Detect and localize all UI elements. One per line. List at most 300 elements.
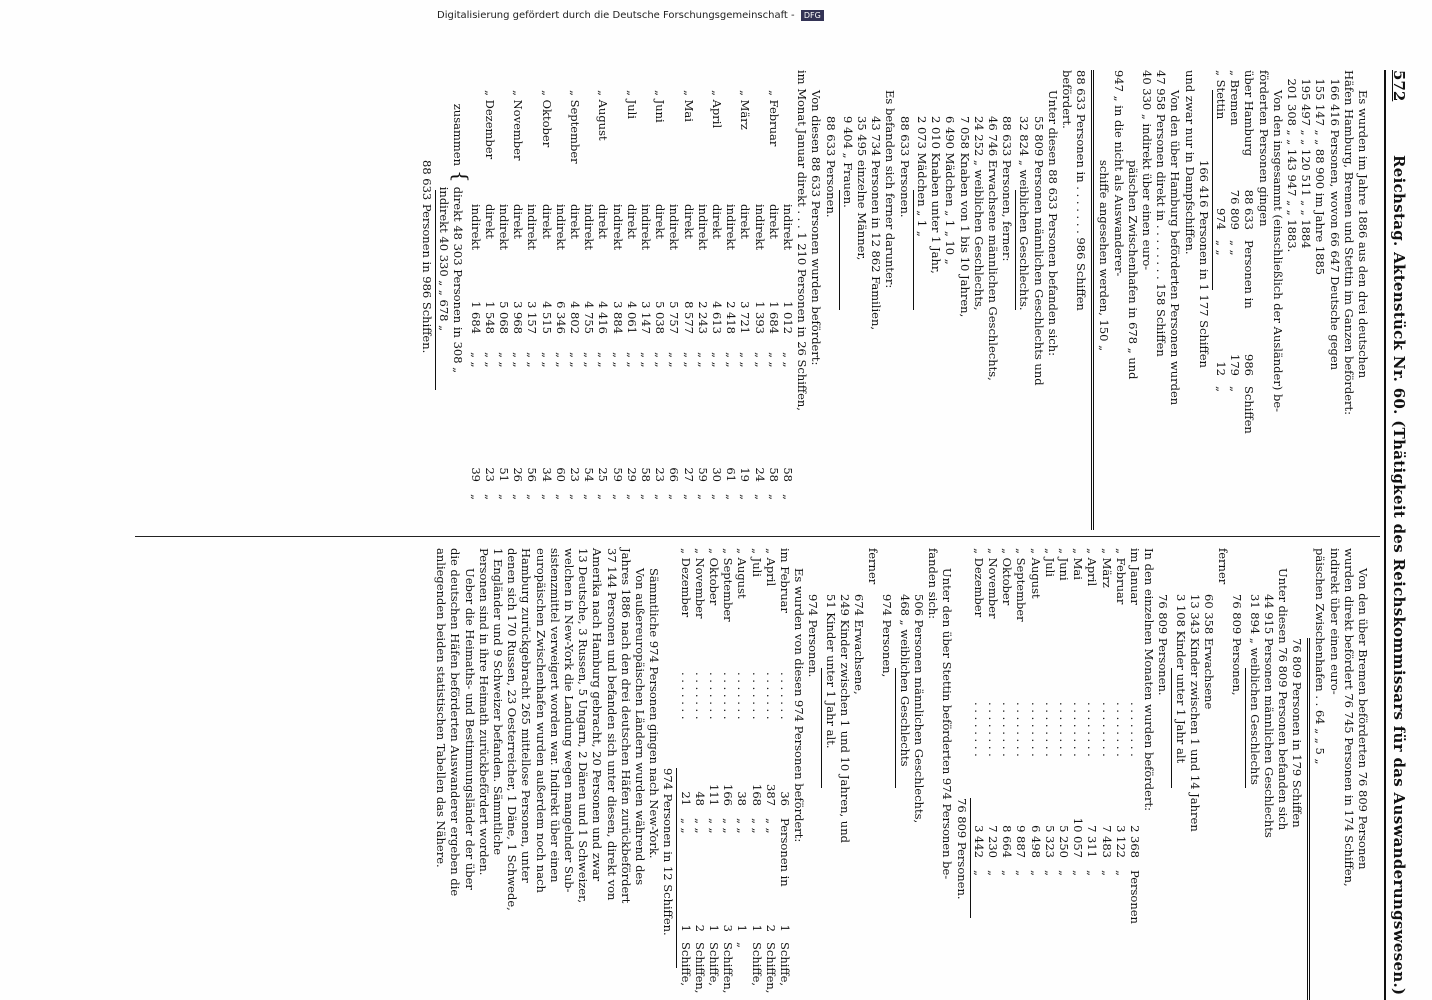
month-ships-unit: „	[735, 942, 750, 948]
hamburg-sums	[437, 70, 474, 377]
month-persons: 111	[707, 784, 722, 806]
monthly-row	[539, 70, 553, 504]
monthly-row	[696, 70, 710, 504]
month-persons: 1 684	[766, 301, 781, 334]
text-line: 88 633 Personen.	[897, 116, 912, 218]
sum-rule	[821, 668, 822, 788]
monthly-row	[667, 70, 681, 504]
port-persons: 88 633	[1242, 189, 1257, 230]
text-line: sistenzmittel verweigert worden war. Indirekt über einen	[547, 548, 562, 883]
quote-mark: „ „	[539, 352, 554, 368]
text-line: Es wurden im Jahre 1886 aus den drei deutschen	[1356, 90, 1370, 379]
quote-mark: „ „	[553, 352, 568, 368]
text-line: 947 „ in die nicht als Auswanderer-	[1111, 70, 1126, 277]
month-unit: „ „	[678, 818, 693, 834]
port-unit: „ „	[1213, 240, 1228, 256]
sum-rule	[1015, 190, 1016, 310]
text-line: 9 404 „ Frauen.	[840, 116, 855, 208]
quote-mark: „	[596, 494, 611, 500]
quote-mark: „	[468, 494, 483, 500]
bremen-monthly-table	[972, 548, 1142, 928]
quote-mark: „ „	[568, 352, 583, 368]
quote-mark: „ „	[596, 352, 611, 368]
transport-kind: direkt	[511, 204, 526, 239]
month-ships: 30	[710, 467, 725, 482]
month-persons: 5 323	[1042, 825, 1057, 858]
quote-mark: „	[582, 494, 597, 500]
port-ships: 12	[1213, 361, 1228, 376]
month-unit: Personen	[1127, 870, 1142, 924]
month-name: im Februar	[778, 548, 793, 614]
quote-mark: „ „	[695, 352, 710, 368]
month-persons: 3 721	[738, 301, 753, 334]
month-name	[667, 70, 681, 204]
sum-rule	[970, 798, 971, 918]
monthly-row	[653, 70, 667, 504]
year-row	[1299, 70, 1313, 530]
port-row	[1242, 70, 1256, 438]
month-persons: 5 757	[667, 301, 682, 334]
page-header	[1384, 70, 1412, 1000]
text-line: 88 633 Personen in . . . . . . . 986 Schiffen	[1074, 70, 1089, 311]
month-name: „ August	[735, 548, 750, 599]
month-persons: 7 230	[985, 825, 1000, 858]
month-ships: 23	[653, 467, 668, 482]
text-line: 43 734 Personen in 12 862 Familien,	[869, 116, 884, 331]
double-rule	[1091, 70, 1094, 530]
text-line: 76 809 Personen.	[954, 798, 969, 900]
text-line: 506 Personen männlichen Geschlechts,	[911, 594, 926, 824]
month-ships: 59	[695, 467, 710, 482]
text-line: 32 824 „ weiblichen Geschlechts.	[1017, 116, 1032, 311]
text-line: 974 Personen.	[806, 594, 821, 678]
sum-rule	[839, 190, 840, 310]
sum-rule	[435, 190, 436, 390]
month-ships: 56	[525, 467, 540, 482]
text-line: 37 144 Personen und befanden sich unter diesen, direkt von	[604, 548, 619, 901]
monthly-row	[568, 70, 582, 504]
month-persons: 3 442	[971, 825, 986, 858]
month-persons: 2 243	[695, 301, 710, 334]
month-ships: 1	[678, 924, 693, 932]
month-name	[752, 70, 766, 204]
leader-dots: . . . . . . . .	[1113, 702, 1128, 757]
month-ships: 27	[681, 467, 696, 482]
leader-dots: . . . . . . .	[763, 672, 778, 720]
leader-dots: . . . . . . . .	[1042, 702, 1057, 757]
leader-dots: . . . . . . .	[778, 672, 793, 720]
month-name: „ Februar	[1113, 548, 1128, 605]
month-unit: „	[1042, 870, 1057, 876]
month-name: „ Juni	[653, 90, 668, 123]
port-unit: Personen in	[1242, 240, 1257, 309]
text-line: Sämmtliche 974 Personen gingen nach New-York.	[647, 568, 662, 859]
text-line: 76 809 Personen in 179 Schiffen	[1290, 638, 1305, 828]
text-line: Amerika nach Hamburg gebracht, 20 Personen und zwar	[590, 548, 605, 882]
monthly-row	[1043, 548, 1057, 928]
monthly-row	[1114, 548, 1128, 928]
monthly-row	[707, 548, 721, 997]
sum-rule	[896, 668, 897, 788]
monthly-row	[735, 548, 749, 997]
text-line: Von außereuropäischen Ländern wurden während des	[633, 568, 648, 886]
text-line: Von diesen 88 633 Personen wurden befördert:	[809, 90, 824, 366]
month-persons: 21	[678, 791, 693, 806]
monthly-row	[681, 70, 695, 504]
quote-mark: „	[781, 494, 796, 500]
leader-dots: . . . . . . .	[749, 672, 764, 720]
text-line: Unter diesen 76 809 Personen befanden sich	[1275, 568, 1290, 831]
port-name: über Hamburg	[1242, 70, 1257, 157]
text-line: 88 633 Personen, ferner:	[1000, 116, 1015, 262]
month-name	[610, 70, 624, 204]
month-unit: „	[985, 870, 1000, 876]
month-unit: „ „	[721, 818, 736, 834]
month-ships: 25	[596, 467, 611, 482]
month-name	[468, 70, 482, 204]
quote-mark: „ „	[710, 352, 725, 368]
month-ships-unit: Schiffen,	[763, 942, 778, 994]
text-line: päischen Zwischenhafen in 678 „ und	[1125, 160, 1140, 380]
port-persons: 76 809	[1228, 189, 1243, 230]
monthly-row	[781, 70, 795, 504]
text-line: Es befanden sich ferner darunter:	[883, 90, 898, 289]
text-line: ferner	[1216, 548, 1231, 585]
quote-mark: „ „	[752, 352, 767, 368]
monthly-row	[749, 548, 763, 997]
leader-dots: . . . . . . . .	[1014, 702, 1029, 757]
hamburg-monthly-table	[468, 70, 795, 504]
month-ships: 29	[624, 467, 639, 482]
quote-mark: „	[511, 494, 526, 500]
yearly-totals-list	[1285, 70, 1342, 530]
sum-rule	[1212, 90, 1213, 290]
month-persons: 387	[763, 784, 778, 806]
month-ships: 60	[553, 467, 568, 482]
monthly-row	[710, 70, 724, 504]
sum-label: zusammen	[451, 103, 466, 166]
text-line: welchen in New-York die Landung wegen mangelnder Sub-	[562, 548, 577, 893]
transport-kind: indirekt	[695, 204, 710, 251]
month-persons: 4 515	[539, 301, 554, 334]
monthly-row	[1099, 548, 1113, 928]
quote-mark: „	[553, 494, 568, 500]
text-line: denen sich 170 Russen, 23 Oesterreicher, 1 Däne, 1 Schwede,	[505, 548, 520, 911]
month-ships-unit: Schiffen,	[692, 942, 707, 994]
month-persons: 4 061	[624, 301, 639, 334]
transport-kind: direkt	[539, 204, 554, 239]
month-name: „ Juli	[1042, 548, 1057, 577]
page-title: Reichstag. Aktenstück Nr. 60. (Thätigkeit des Reichskommissars für das Auswanderungswesen.)	[1390, 155, 1408, 996]
month-persons: 4 416	[596, 301, 611, 334]
quote-mark: „ „	[610, 352, 625, 368]
quote-mark: „ „	[653, 352, 668, 368]
text-line: 2 073 Mädchen „ 1 „	[914, 116, 929, 237]
month-persons: 5 038	[653, 301, 668, 334]
monthly-row	[724, 70, 738, 504]
monthly-row	[610, 70, 624, 504]
year-text: „ „ 120 511 „ „ 1884	[1299, 129, 1314, 249]
month-persons: 10 057	[1071, 817, 1086, 858]
month-unit: „	[1000, 870, 1015, 876]
leader-dots: . . . . . . . .	[1099, 702, 1114, 757]
text-line: In den einzelnen Monaten wurden befördert:	[1142, 548, 1157, 811]
month-ships: 58	[766, 467, 781, 482]
text-line: 46 746 Erwachsene männlichen Geschlechts,	[985, 116, 1000, 381]
month-ships-unit: Schiffe,	[707, 942, 722, 987]
month-persons: 166	[721, 784, 736, 806]
text-line: 249 Kinder zwischen 1 und 10 Jahren, und	[837, 594, 852, 843]
grand-total: 88 633 Personen in 986 Schiffen.	[420, 160, 434, 354]
port-ships: 986	[1242, 354, 1257, 376]
month-name: „ Juli	[749, 548, 764, 577]
month-name	[497, 70, 511, 204]
quote-mark: „	[710, 494, 725, 500]
month-name: „ Dezember	[482, 90, 497, 160]
transport-kind: indirekt	[667, 204, 682, 251]
text-line: 60 358 Erwachsene	[1201, 594, 1216, 710]
left-column	[420, 70, 1370, 530]
text-line: 35 495 einzelne Männer,	[855, 116, 870, 261]
leader-dots: . . . . . . .	[692, 672, 707, 720]
monthly-row	[1128, 548, 1142, 928]
port-ships: 179	[1228, 354, 1243, 376]
month-name: „ April	[1085, 548, 1100, 587]
month-unit: „	[1113, 870, 1128, 876]
quote-mark: „ „	[766, 352, 781, 368]
port-row	[1214, 70, 1228, 438]
port-ships-unit: „	[1213, 386, 1228, 392]
stettin-monthly-table	[678, 548, 792, 997]
month-name: „ September	[721, 548, 736, 622]
text-line: europäischen Zwischenhafen wurden außerdem noch nach	[533, 548, 548, 893]
quote-mark: „	[681, 494, 696, 500]
port-ships-unit: „	[1228, 386, 1243, 392]
year-text: „ „ 143 947 „ „ 1883.	[1284, 129, 1299, 253]
leader-dots: . . . . . . . .	[1056, 702, 1071, 757]
year-row	[1285, 70, 1299, 530]
monthly-row	[693, 548, 707, 997]
text-line: Jahres 1886 nach den drei deutschen Häfen zurückbefördert	[618, 548, 633, 904]
month-unit: „ „	[707, 818, 722, 834]
month-name: „ November	[692, 548, 707, 619]
quote-mark: „ „	[639, 352, 654, 368]
sum-row	[437, 70, 474, 377]
month-name: „ März	[1099, 548, 1114, 588]
sum-rule	[676, 768, 677, 968]
leader-dots: . . . . . . . .	[1071, 702, 1086, 757]
text-line: anliegenden beiden statistischen Tabellen das Nähere.	[434, 548, 449, 868]
monthly-row	[1000, 548, 1014, 928]
month-name: „ Oktober	[707, 548, 722, 606]
text-line: 76 809 Personen.	[1156, 594, 1171, 696]
month-persons: 36	[778, 791, 793, 806]
month-ships: 66	[667, 467, 682, 482]
text-line: Von den insgesammt (einschließlich der Ausländer) be-	[1270, 90, 1285, 413]
leader-dots: . . . . . . .	[678, 672, 693, 720]
month-name: „ Oktober	[1000, 548, 1015, 606]
month-persons: 3 884	[610, 301, 625, 334]
month-persons: 4 755	[582, 301, 597, 334]
transport-kind: indirekt	[610, 204, 625, 251]
digitization-text: Digitalisierung gefördert durch die Deutsche Forschungsgemeinschaft -	[437, 10, 795, 21]
year-persons: 201 308	[1284, 78, 1299, 126]
month-ships: 19	[738, 467, 753, 482]
year-persons: 166 416	[1327, 78, 1342, 126]
month-unit: „	[971, 870, 986, 876]
leader-dots: . . . . . . .	[707, 672, 722, 720]
text-line: befördert.	[1059, 70, 1074, 129]
leader-dots: . . . . . . .	[721, 672, 736, 720]
monthly-row	[1028, 548, 1042, 928]
month-persons: 8 664	[1000, 825, 1015, 858]
monthly-row	[1057, 548, 1071, 928]
document-page	[22, 0, 1432, 1000]
quote-mark: „	[724, 494, 739, 500]
ports-total: 166 416 Personen in 1 177 Schiffen	[1196, 160, 1211, 368]
text-line: 1 Engländer und 9 Schweizer befanden. Sämmtliche	[491, 548, 506, 856]
text-line: Ueber die Heimaths- und Bestimmungsländer der über	[462, 568, 477, 890]
month-unit: „	[1085, 870, 1100, 876]
transport-kind: direkt	[653, 204, 668, 239]
quote-mark: „	[752, 494, 767, 500]
month-name	[724, 70, 738, 204]
month-ships: 24	[752, 467, 767, 482]
quote-mark: „	[624, 494, 639, 500]
monthly-row	[497, 70, 511, 504]
month-unit: „ „	[763, 818, 778, 834]
month-unit: „	[1056, 870, 1071, 876]
transport-kind: direkt	[681, 204, 696, 239]
text-line: 88 633 Personen.	[823, 116, 838, 218]
closing-paragraph	[434, 548, 661, 1000]
text-line: Personen sind in ihre Heimath zurückbefördert worden.	[476, 548, 491, 876]
monthly-row	[1014, 548, 1028, 928]
text-line: 55 809 Personen männlichen Geschlechts und	[1031, 116, 1046, 386]
month-persons: 2 418	[724, 301, 739, 334]
quote-mark: „	[539, 494, 554, 500]
ports-table	[1214, 70, 1257, 438]
sum-rule	[913, 190, 914, 310]
month-persons: 7 311	[1085, 825, 1100, 858]
transport-kind: indirekt	[752, 204, 767, 251]
month-ships: 2	[692, 924, 707, 932]
quote-mark: „ „	[582, 352, 597, 368]
quote-mark: „ „	[511, 352, 526, 368]
month-ships-unit: Schiffe,	[778, 942, 793, 987]
text-line: Von den über Hamburg beförderten Personen wurden	[1168, 90, 1183, 406]
monthly-row	[778, 548, 792, 997]
month-name: „ August	[1028, 548, 1043, 599]
transport-kind: indirekt	[781, 204, 796, 251]
month-ships: 39	[468, 467, 483, 482]
month-persons: 3 147	[639, 301, 654, 334]
digitization-notice	[437, 10, 1432, 21]
month-unit: „ „	[692, 818, 707, 834]
month-ships: 3	[721, 924, 736, 932]
text-line: 13 343 Kinder zwischen 1 und 14 Jahren	[1187, 594, 1202, 832]
month-name: „ September	[568, 90, 583, 164]
month-persons: 4 613	[710, 301, 725, 334]
text-line: 974 Personen in 12 Schiffen.	[661, 768, 676, 936]
quote-mark: „ „	[667, 352, 682, 368]
monthly-row	[738, 70, 752, 504]
monthly-row	[554, 70, 568, 504]
transport-kind: direkt	[596, 204, 611, 239]
month-name	[696, 70, 710, 204]
month-name: „ Oktober	[539, 90, 554, 148]
monthly-row	[721, 548, 735, 997]
transport-kind: indirekt	[525, 204, 540, 251]
text-line: Unter diesen 88 633 Personen befanden sich:	[1045, 90, 1060, 357]
month-persons: 1 684	[468, 301, 483, 334]
quote-mark: „ „	[525, 352, 540, 368]
month-name: „ April	[710, 90, 725, 129]
transport-kind: direkt	[710, 204, 725, 239]
month-name	[781, 70, 795, 204]
month-ships: 26	[511, 467, 526, 482]
text-line: und zwar nur in Dampfschiffen.	[1182, 70, 1197, 255]
text-line: 40 330 „ indirekt über einen euro-	[1139, 70, 1154, 271]
month-ships: 23	[482, 467, 497, 482]
monthly-row	[525, 70, 539, 504]
sum-rule	[1245, 668, 1246, 788]
transport-kind: direkt	[738, 204, 753, 239]
month-name: „ Dezember	[678, 548, 693, 618]
leader-dots: . . . . . . .	[735, 672, 750, 720]
monthly-row	[752, 70, 766, 504]
text-line: ferner	[866, 548, 881, 585]
port-unit: „ „	[1228, 240, 1243, 256]
monthly-row	[678, 548, 692, 997]
text-line: 468 „ weiblichen Geschlechts	[897, 594, 912, 767]
text-line: Es wurden von diesen 974 Personen befördert:	[792, 568, 807, 843]
month-ships: 51	[497, 467, 512, 482]
transport-kind: direkt	[482, 204, 497, 239]
text-line: 674 Erwachsene,	[852, 594, 867, 695]
month-persons: 2 368	[1127, 825, 1142, 858]
text-line: Häfen Hamburg, Bremen und Stettin im Ganzen befördert:	[1341, 70, 1356, 415]
month-persons: 1 393	[752, 301, 767, 334]
year-text: Personen, wovon 66 647 Deutsche gegen	[1327, 129, 1342, 371]
month-persons: 3 122	[1113, 825, 1128, 858]
text-line: 3 108 Kinder unter 1 Jahr alt	[1173, 594, 1188, 764]
quote-mark: „ „	[781, 352, 796, 368]
transport-kind: indirekt	[497, 204, 512, 251]
month-persons: 5 250	[1056, 825, 1071, 858]
column-divider	[135, 536, 1380, 537]
month-name: „ September	[1014, 548, 1029, 622]
text-line: 47 958 Personen direkt in . . . . . . . . 158 Schiffen	[1154, 70, 1169, 357]
page-number: 572	[1390, 70, 1408, 102]
month-persons: 4 802	[568, 301, 583, 334]
quote-mark: „ „	[497, 352, 512, 368]
month-ships-unit: Schiffe,	[678, 942, 693, 987]
text-line: 13 Deutsche, 3 Russen, 5 Ungarn, 2 Dänen und 1 Schweizer,	[576, 548, 591, 904]
leader-dots: . . . . . . . .	[1000, 702, 1015, 757]
text-line: Unter den über Stettin beförderten 974 Personen be-	[940, 568, 955, 880]
text-line: Hamburg zurückgebracht 265 mittellose Personen, unter	[519, 548, 534, 883]
leader-dots: . . . . . . . .	[1085, 702, 1100, 757]
text-line: päischen Zwischenhafen . . 64 „ „ 5 „	[1313, 548, 1328, 765]
monthly-row	[625, 70, 639, 504]
month-persons: 168	[749, 784, 764, 806]
text-line: 76 809 Personen,	[1230, 594, 1245, 696]
month-ships: 59	[610, 467, 625, 482]
month-ships: 61	[724, 467, 739, 482]
monthly-row	[468, 70, 482, 504]
month-name: im Januar	[1127, 548, 1142, 605]
